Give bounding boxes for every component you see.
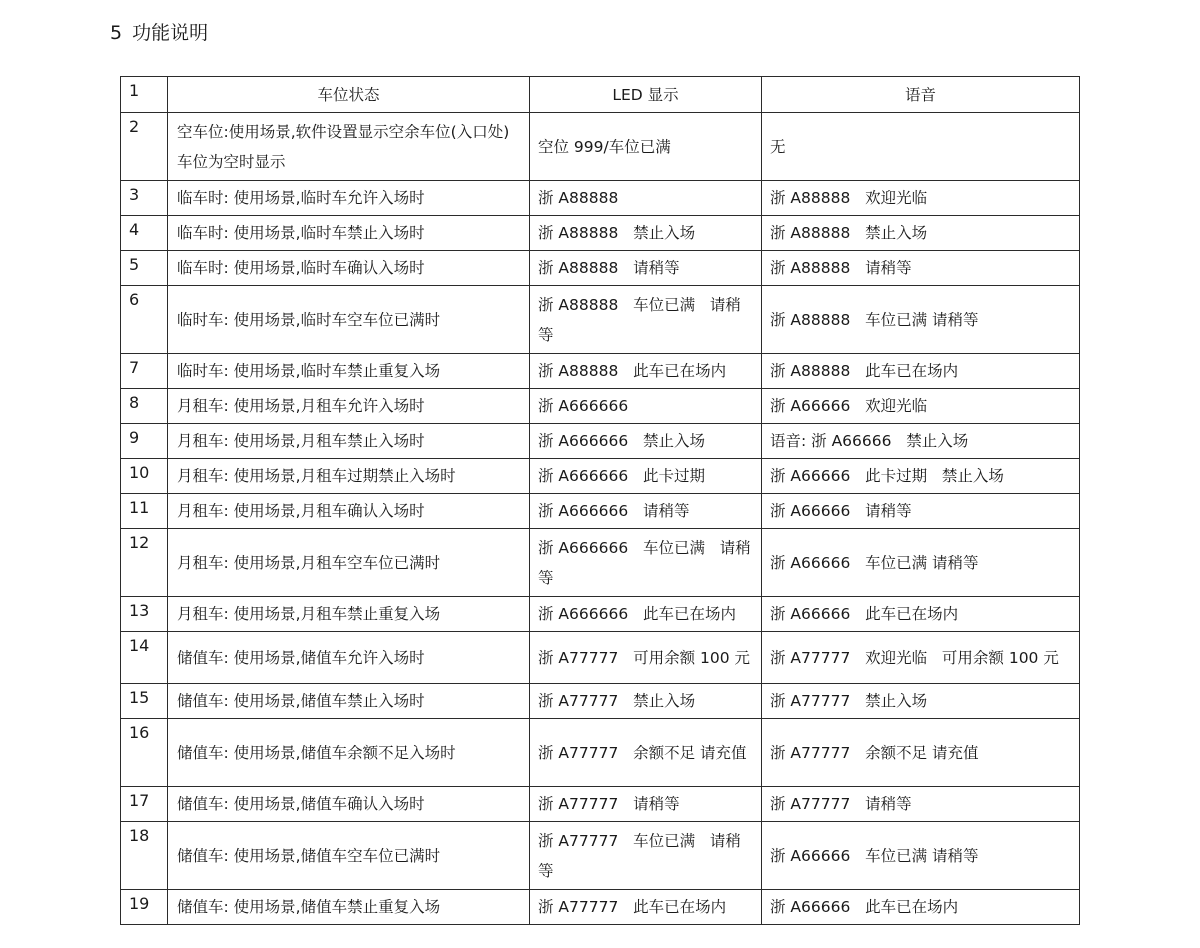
row-led: 浙 A88888 车位已满 请稍等 <box>530 286 762 354</box>
row-voice: 浙 A88888 此车已在场内 <box>762 354 1080 389</box>
row-status: 月租车: 使用场景,月租车过期禁止入场时 <box>168 459 530 494</box>
row-num: 3 <box>121 181 168 216</box>
table-row <box>121 719 1080 787</box>
table-row <box>121 459 1080 494</box>
row-num: 8 <box>121 389 168 424</box>
row-num: 15 <box>121 684 168 719</box>
row-status: 临车时: 使用场景,临时车允许入场时 <box>168 181 530 216</box>
row-status: 储值车: 使用场景,储值车禁止入场时 <box>168 684 530 719</box>
section-title: 功能说明 <box>132 22 209 44</box>
table-row <box>121 632 1080 684</box>
row-led: 浙 A77777 此车已在场内 <box>530 890 762 925</box>
row-status: 储值车: 使用场景,储值车余额不足入场时 <box>168 719 530 787</box>
row-num: 12 <box>121 529 168 597</box>
function-table <box>120 76 1080 925</box>
table-row <box>121 389 1080 424</box>
row-led: 浙 A666666 此卡过期 <box>530 459 762 494</box>
row-status: 月租车: 使用场景,月租车禁止入场时 <box>168 424 530 459</box>
table-header-row <box>121 77 1080 113</box>
row-status: 临车时: 使用场景,临时车确认入场时 <box>168 251 530 286</box>
row-led: 浙 A666666 <box>530 389 762 424</box>
row-voice: 浙 A66666 此卡过期 禁止入场 <box>762 459 1080 494</box>
row-status: 临时车: 使用场景,临时车禁止重复入场 <box>168 354 530 389</box>
row-num: 18 <box>121 822 168 890</box>
table-row <box>121 424 1080 459</box>
row-led: 浙 A77777 禁止入场 <box>530 684 762 719</box>
row-status: 临时车: 使用场景,临时车空车位已满时 <box>168 286 530 354</box>
row-voice: 浙 A88888 禁止入场 <box>762 216 1080 251</box>
row-led: 浙 A77777 请稍等 <box>530 787 762 822</box>
section-heading <box>110 20 208 46</box>
row-num: 17 <box>121 787 168 822</box>
row-led: 空位 999/车位已满 <box>530 113 762 181</box>
row-voice: 语音: 浙 A66666 禁止入场 <box>762 424 1080 459</box>
row-status: 储值车: 使用场景,储值车禁止重复入场 <box>168 890 530 925</box>
table-row <box>121 494 1080 529</box>
row-num: 5 <box>121 251 168 286</box>
row-num: 13 <box>121 597 168 632</box>
row-status: 储值车: 使用场景,储值车确认入场时 <box>168 787 530 822</box>
row-voice: 浙 A66666 此车已在场内 <box>762 890 1080 925</box>
row-voice: 浙 A77777 请稍等 <box>762 787 1080 822</box>
table-row <box>121 787 1080 822</box>
row-voice: 浙 A66666 车位已满 请稍等 <box>762 529 1080 597</box>
row-led: 浙 A666666 车位已满 请稍等 <box>530 529 762 597</box>
row-voice: 浙 A77777 欢迎光临 可用余额 100 元 <box>762 632 1080 684</box>
row-status: 月租车: 使用场景,月租车禁止重复入场 <box>168 597 530 632</box>
row-voice: 浙 A66666 车位已满 请稍等 <box>762 822 1080 890</box>
row-num: 16 <box>121 719 168 787</box>
row-status: 月租车: 使用场景,月租车空车位已满时 <box>168 529 530 597</box>
row-status: 空车位:使用场景,软件设置显示空余车位(入口处) 车位为空时显示 <box>168 113 530 181</box>
table-row <box>121 354 1080 389</box>
row-num: 4 <box>121 216 168 251</box>
row-led: 浙 A88888 <box>530 181 762 216</box>
table-row <box>121 181 1080 216</box>
row-num: 2 <box>121 113 168 181</box>
row-led: 浙 A77777 车位已满 请稍等 <box>530 822 762 890</box>
row-led: 浙 A666666 禁止入场 <box>530 424 762 459</box>
row-led: 浙 A77777 余额不足 请充值 <box>530 719 762 787</box>
table-row <box>121 529 1080 597</box>
row-voice: 浙 A77777 余额不足 请充值 <box>762 719 1080 787</box>
row-status: 储值车: 使用场景,储值车允许入场时 <box>168 632 530 684</box>
row-status: 储值车: 使用场景,储值车空车位已满时 <box>168 822 530 890</box>
table-row <box>121 684 1080 719</box>
row-led: 浙 A666666 此车已在场内 <box>530 597 762 632</box>
table-row <box>121 890 1080 925</box>
row-status: 月租车: 使用场景,月租车允许入场时 <box>168 389 530 424</box>
row-voice: 浙 A88888 请稍等 <box>762 251 1080 286</box>
row-status: 月租车: 使用场景,月租车确认入场时 <box>168 494 530 529</box>
table-row <box>121 286 1080 354</box>
row-voice: 浙 A77777 禁止入场 <box>762 684 1080 719</box>
row-led: 浙 A88888 此车已在场内 <box>530 354 762 389</box>
row-voice: 浙 A66666 欢迎光临 <box>762 389 1080 424</box>
row-voice: 浙 A88888 车位已满 请稍等 <box>762 286 1080 354</box>
row-led: 浙 A88888 请稍等 <box>530 251 762 286</box>
row-num: 6 <box>121 286 168 354</box>
header-status: 车位状态 <box>168 77 530 113</box>
table-row <box>121 822 1080 890</box>
row-voice: 无 <box>762 113 1080 181</box>
row-num: 11 <box>121 494 168 529</box>
row-num: 9 <box>121 424 168 459</box>
table-row <box>121 251 1080 286</box>
row-num: 7 <box>121 354 168 389</box>
table-row <box>121 113 1080 181</box>
header-num: 1 <box>121 77 168 113</box>
table-row <box>121 216 1080 251</box>
row-led: 浙 A666666 请稍等 <box>530 494 762 529</box>
row-num: 14 <box>121 632 168 684</box>
header-led: LED 显示 <box>530 77 762 113</box>
row-status: 临车时: 使用场景,临时车禁止入场时 <box>168 216 530 251</box>
row-num: 19 <box>121 890 168 925</box>
section-number: 5 <box>110 22 123 44</box>
table-row <box>121 597 1080 632</box>
row-voice: 浙 A66666 此车已在场内 <box>762 597 1080 632</box>
row-led: 浙 A77777 可用余额 100 元 <box>530 632 762 684</box>
row-voice: 浙 A66666 请稍等 <box>762 494 1080 529</box>
row-voice: 浙 A88888 欢迎光临 <box>762 181 1080 216</box>
row-led: 浙 A88888 禁止入场 <box>530 216 762 251</box>
row-num: 10 <box>121 459 168 494</box>
header-voice: 语音 <box>762 77 1080 113</box>
